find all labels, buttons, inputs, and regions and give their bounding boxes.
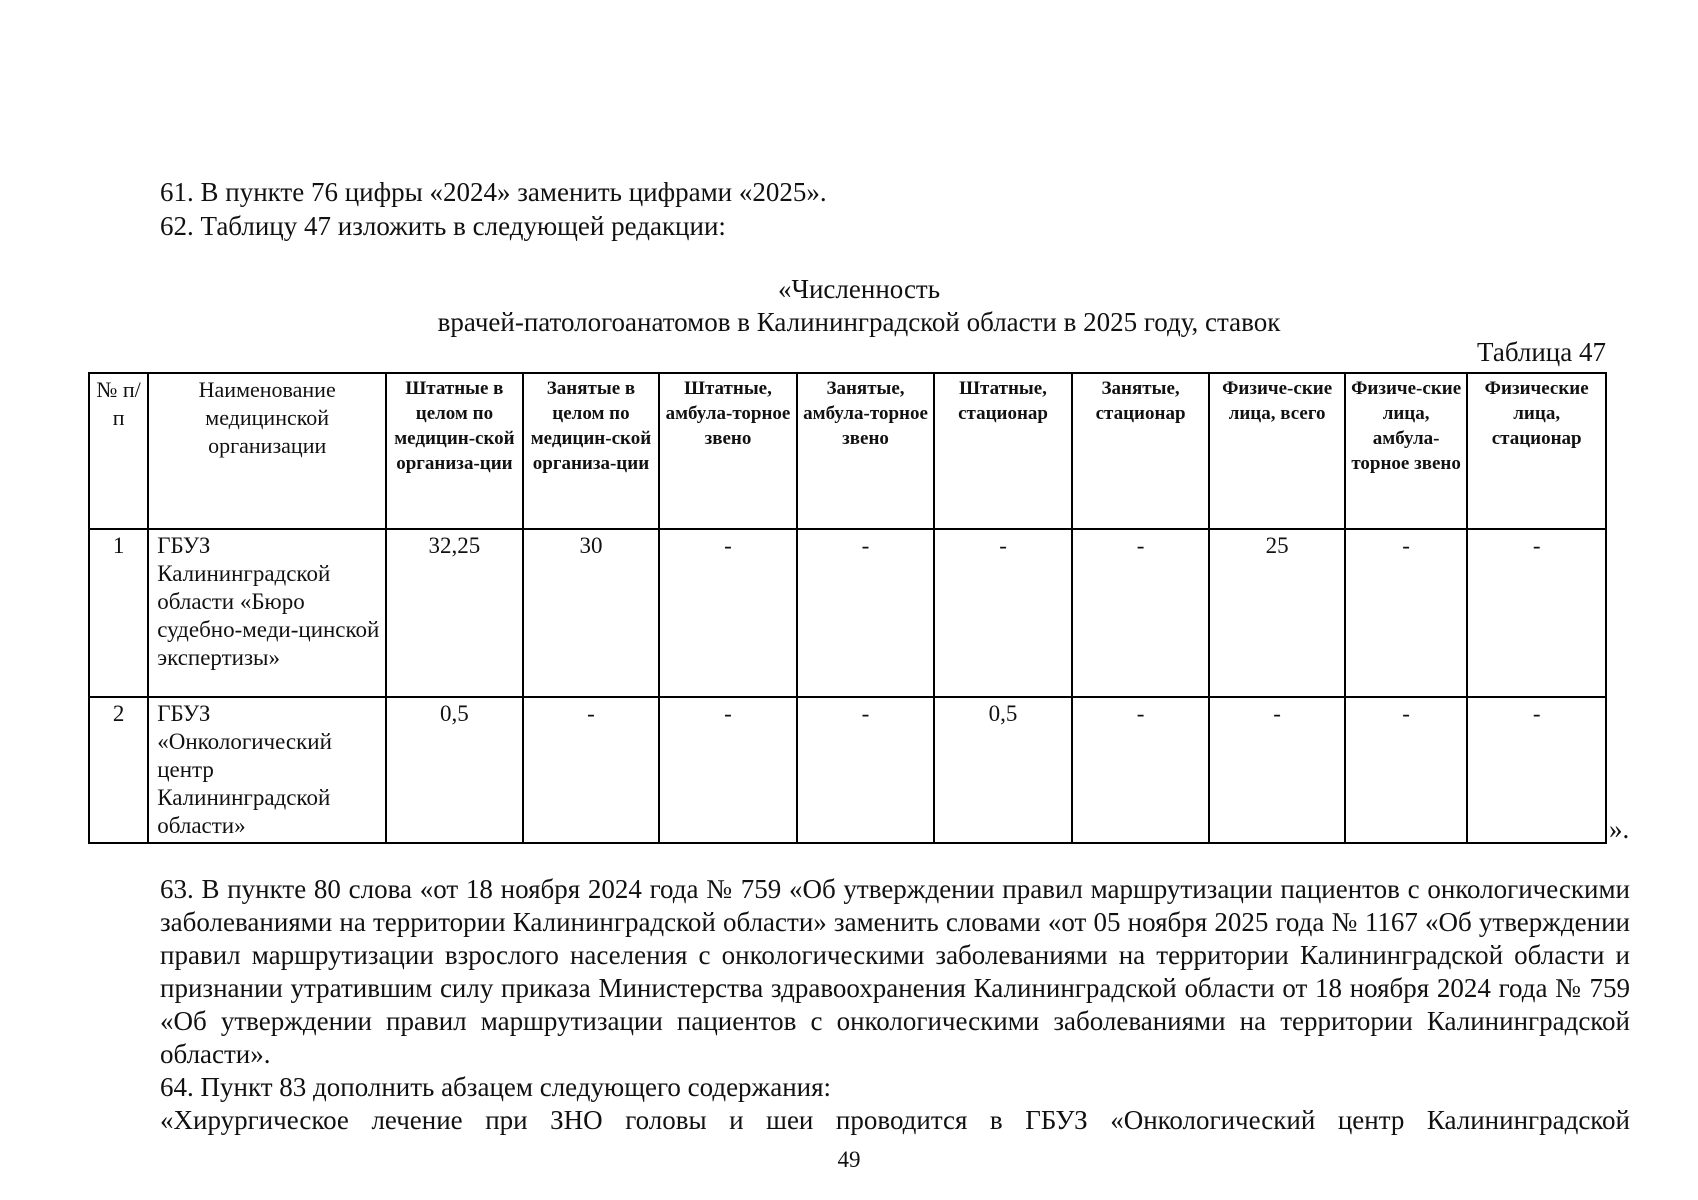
paragraph-64: 64. Пункт 83 дополнить абзацем следующего содержания:: [160, 1072, 832, 1102]
cell-number: 1: [89, 529, 148, 697]
cell-occupied-outpatient: -: [797, 697, 935, 843]
paragraph-62: 62. Таблицу 47 изложить в следующей редакции:: [160, 211, 726, 241]
paragraph-63: 63. В пункте 80 слова «от 18 ноября 2024 года № 759 «Об утверждении правил маршрутизации пациентов с онкологическими заболеваниями на территории Калининградской области» заменить словами «от 05 ноября 2025 года № 1167 «Об утверждении правил маршрутизации взрослого населения с онкологическими заболеваниями на территории Калининградской области и признании утратившим силу приказа Министерства здравоохранения Калининградской области от 18 ноября 2024 года № 759 «Об утверждении правил маршрутизации пациентов с онкологическими заболеваниями на территории Калининградской области».: [160, 874, 1630, 1069]
table-number-label: Таблица 47: [1477, 337, 1606, 367]
header-staff-total: Штатные в целом по медицин-ской организа-ции: [386, 373, 523, 529]
header-number: № п/п: [89, 373, 148, 529]
header-occupied-total: Занятые в целом по медицин-ской организа-ции: [523, 373, 660, 529]
header-persons-inpatient: Физические лица, стационар: [1467, 373, 1606, 529]
table-row: [89, 529, 1606, 697]
cell-number: 2: [89, 697, 148, 843]
cell-occupied-total: 30: [523, 529, 660, 697]
header-occupied-inpatient: Занятые, стационар: [1072, 373, 1210, 529]
cell-persons-inpatient: -: [1467, 529, 1606, 697]
cell-staff-total: 0,5: [386, 697, 523, 843]
cell-staff-outpatient: -: [659, 697, 797, 843]
table-title-line-2: врачей-патологоанатомов в Калининградской области в 2025 году, ставок: [437, 307, 1281, 337]
cell-persons-total: 25: [1209, 529, 1345, 697]
table-row: [89, 697, 1606, 843]
cell-occupied-outpatient: -: [797, 529, 935, 697]
table-close-quote: ».: [1609, 814, 1630, 844]
header-persons-total: Физиче-ские лица, всего: [1209, 373, 1345, 529]
table-title-line-1: «Численность: [777, 274, 941, 304]
cell-occupied-total: -: [523, 697, 660, 843]
header-organization: Наименование медицинской организации: [148, 373, 386, 529]
cell-staff-total: 32,25: [386, 529, 523, 697]
cell-persons-outpatient: -: [1345, 529, 1467, 697]
header-staff-inpatient: Штатные, стационар: [934, 373, 1072, 529]
page-number: 49: [837, 1147, 861, 1172]
header-occupied-outpatient: Занятые, амбула-торное звено: [797, 373, 935, 529]
header-persons-outpatient: Физиче-ские лица, амбула-торное звено: [1345, 373, 1467, 529]
paragraph-64-quote: «Хирургическое лечение при ЗНО головы и шеи проводится в ГБУЗ «Онкологический центр Калининградской: [160, 1105, 1630, 1135]
cell-staff-outpatient: -: [659, 529, 797, 697]
staffing-table: [88, 372, 1607, 844]
paragraph-61: 61. В пункте 76 цифры «2024» заменить цифрами «2025».: [160, 177, 827, 207]
cell-persons-inpatient: -: [1467, 697, 1606, 843]
table-header-row: [89, 373, 1606, 529]
cell-organization: ГБУЗ «Онкологический центр Калининградской области»: [148, 697, 386, 843]
cell-occupied-inpatient: -: [1072, 529, 1210, 697]
cell-staff-inpatient: -: [934, 529, 1072, 697]
cell-organization: ГБУЗ Калининградской области «Бюро судебно-меди-цинской экспертизы»: [148, 529, 386, 697]
cell-persons-outpatient: -: [1345, 697, 1467, 843]
cell-staff-inpatient: 0,5: [934, 697, 1072, 843]
cell-persons-total: -: [1209, 697, 1345, 843]
header-staff-outpatient: Штатные, амбула-торное звено: [659, 373, 797, 529]
cell-occupied-inpatient: -: [1072, 697, 1210, 843]
